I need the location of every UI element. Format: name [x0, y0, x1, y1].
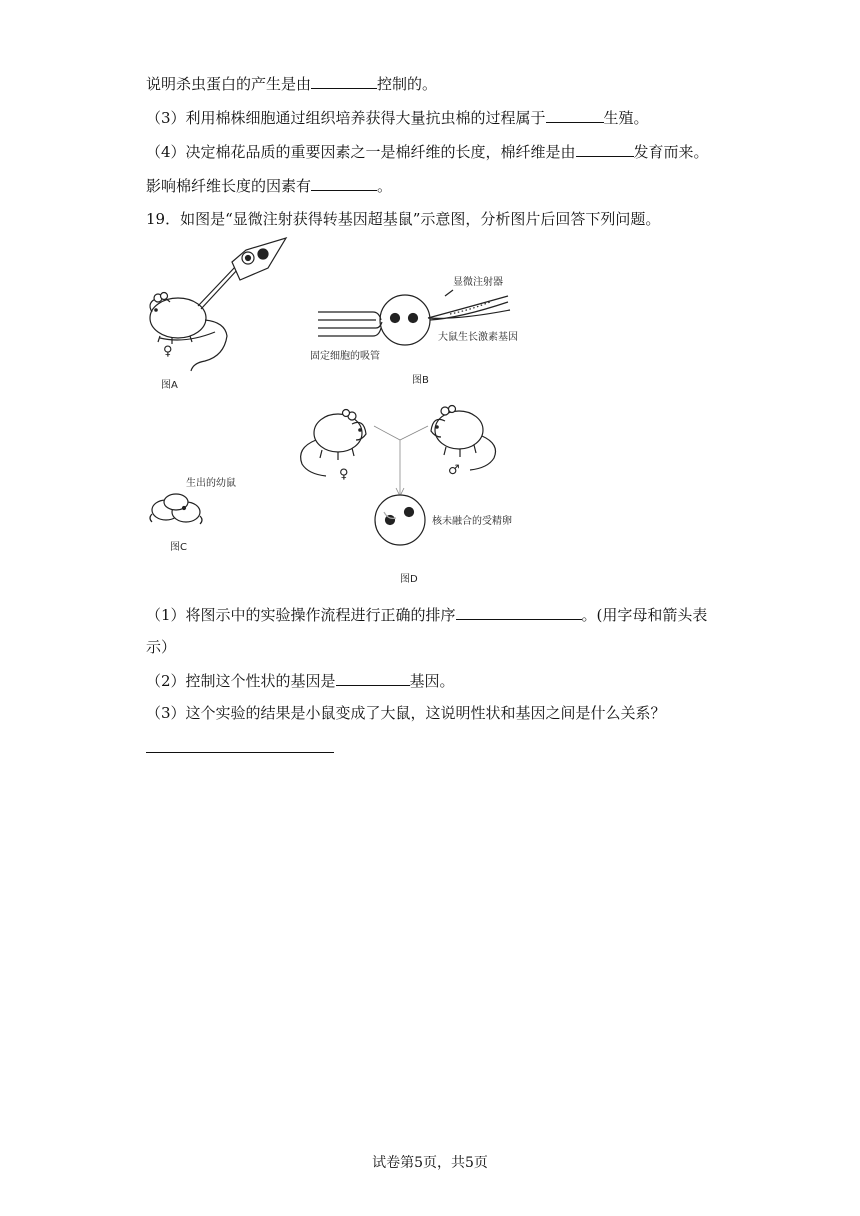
injector-label: 显微注射器 — [453, 277, 503, 288]
text-l2-pre: （3）利用棉株细胞通过组织培养获得大量抗虫棉的过程属于 — [146, 109, 546, 127]
text-l1-post: 控制的。 — [377, 75, 438, 93]
figure-d-male-mouse — [431, 406, 496, 471]
sub-question-3-text: （3）这个实验的结果是小鼠变成了大鼠，这说明性状和基因之间是什么关系？ — [146, 704, 666, 722]
pups-label: 生出的幼鼠 — [186, 478, 236, 489]
figure-d-arrows — [374, 426, 428, 496]
gene-label: 大鼠生长激素基因 — [438, 332, 518, 343]
text-l1-pre: 说明杀虫蛋白的产生是由 — [146, 75, 312, 93]
sub-question-1-cont — [146, 637, 176, 657]
figure-c-label: 图C — [170, 542, 187, 553]
text-l2-post: 生殖。 — [603, 109, 649, 127]
egg-label: 核未融合的受精卵 — [432, 516, 512, 527]
pipette-label: 固定细胞的吸管 — [310, 351, 380, 362]
page-number: 试卷第5页，共5页 — [372, 1155, 488, 1171]
page-footer — [0, 1152, 860, 1172]
text-l3-post: 发育而来。 — [633, 143, 709, 161]
female-symbol-a: ♀ — [163, 344, 173, 359]
sub-question-1-post: 。(用字母和箭头表 — [581, 606, 708, 624]
figure-d-label: 图D — [400, 574, 418, 585]
male-symbol-d: ♂ — [448, 463, 460, 478]
figure-b-injector — [428, 290, 510, 320]
answer-line-3[interactable] — [146, 752, 334, 753]
figure-b-cell — [380, 295, 430, 345]
text-l3-pre: （4）决定棉花品质的重要因素之一是棉纤维的长度，棉纤维是由 — [146, 143, 576, 161]
sub-question-1 — [146, 604, 707, 625]
female-symbol-d: ♀ — [339, 467, 349, 482]
figure-c-pups — [150, 494, 202, 524]
question-19-text: 19．如图是“显微注射获得转基因超基鼠”示意图，分析图片后回答下列问题。 — [146, 210, 661, 228]
figure-b-pipette — [318, 312, 382, 336]
text-l4-pre: 影响棉纤维长度的因素有 — [146, 177, 312, 195]
sub-question-3 — [146, 703, 666, 723]
figure-d-fertilized-egg — [375, 495, 425, 545]
answer-blank-order[interactable] — [456, 604, 582, 620]
text-l4-post: 。 — [377, 177, 393, 195]
sub-question-2-post: 基因。 — [409, 672, 455, 690]
sub-question-1-cont-text: 示） — [146, 638, 177, 656]
figure-a-mouse — [150, 293, 227, 372]
figure-a-label: 图A — [161, 380, 178, 391]
sub-question-1-pre: （1）将图示中的实验操作流程进行正确的排序 — [146, 606, 456, 624]
transgenic-mouse-figure — [0, 0, 860, 600]
sub-question-2 — [146, 670, 455, 691]
figure-d-female-mouse — [301, 410, 366, 477]
figure-a-syringe — [198, 238, 286, 309]
answer-blank-gene[interactable] — [336, 670, 410, 686]
figure-b-label: 图B — [412, 375, 429, 386]
sub-question-2-pre: （2）控制这个性状的基因是 — [146, 672, 336, 690]
